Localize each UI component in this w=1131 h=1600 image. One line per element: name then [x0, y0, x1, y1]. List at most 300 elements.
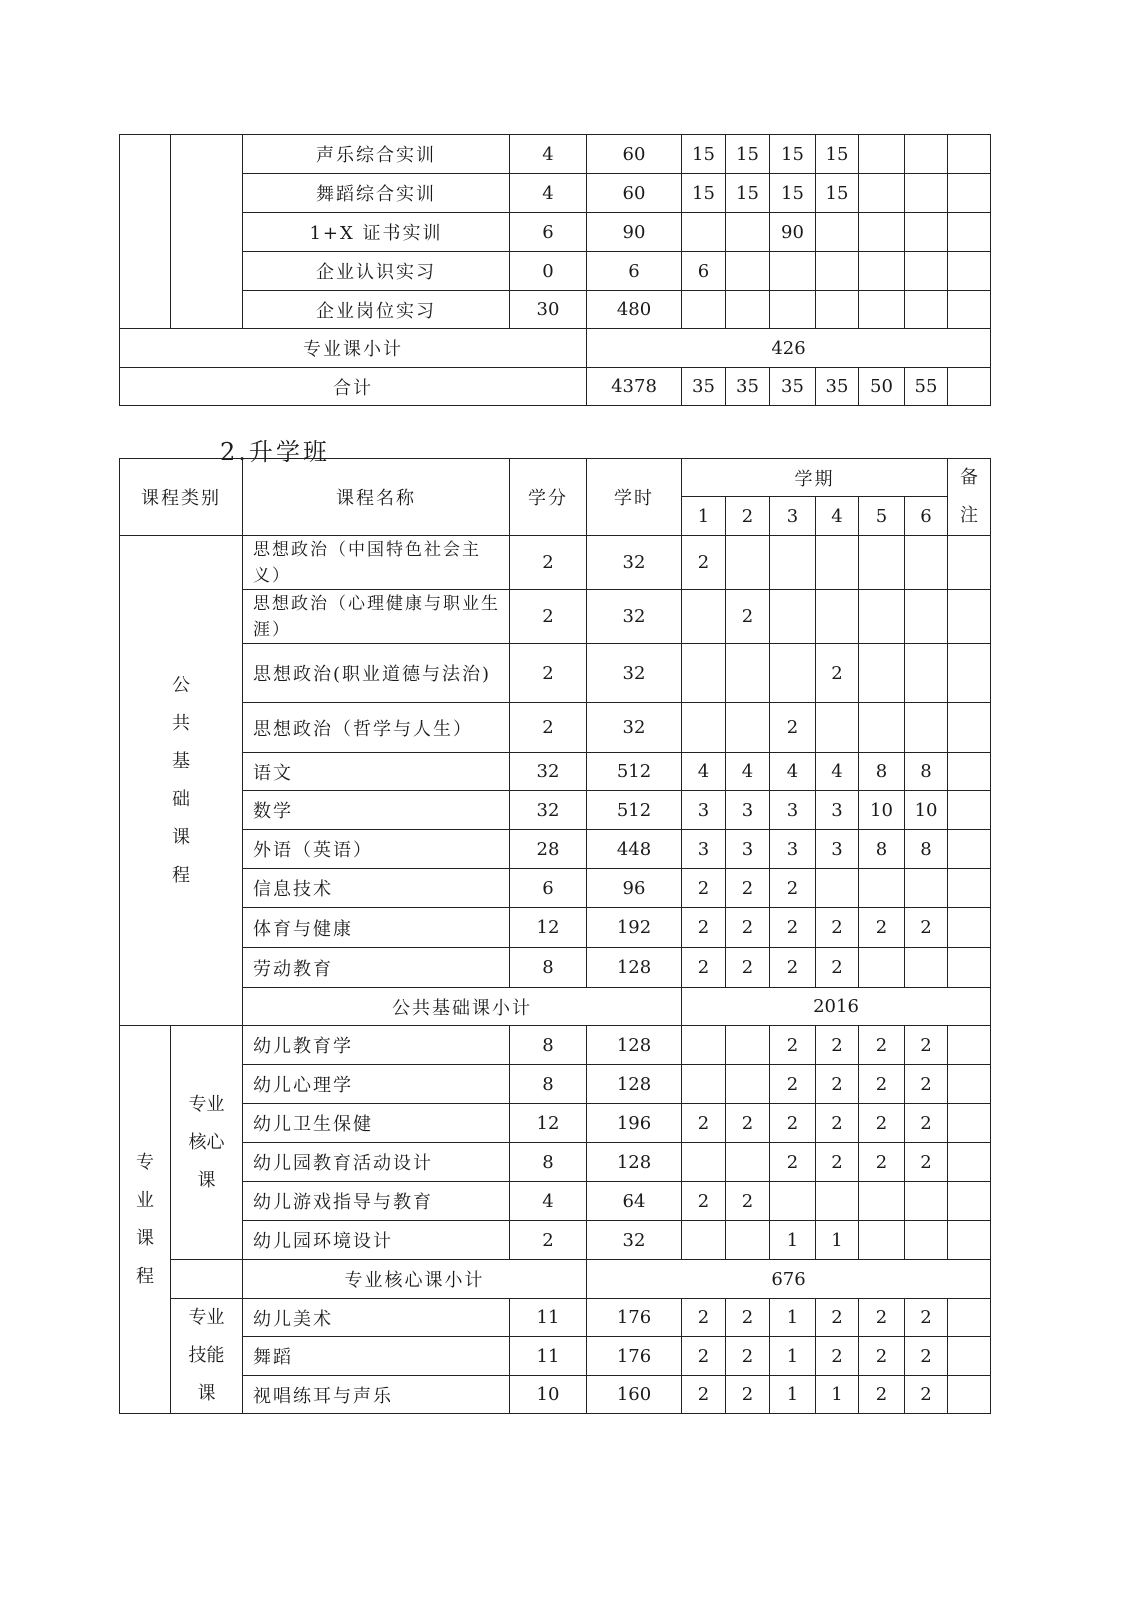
term-cell: [682, 1065, 726, 1104]
course-name: 企业认识实习: [243, 252, 510, 291]
term-cell: [682, 644, 726, 703]
term-cell: [770, 536, 816, 590]
term-number: 1: [682, 497, 726, 536]
subtotal-label: 公共基础课小计: [243, 988, 682, 1026]
term-cell: 3: [682, 791, 726, 830]
term-cell: [770, 590, 816, 644]
course-name: 语文: [243, 753, 510, 791]
term-cell: 15: [726, 135, 770, 174]
term-cell: 2: [682, 1299, 726, 1337]
course-name: 幼儿美术: [243, 1299, 510, 1337]
term-cell: [816, 1182, 859, 1221]
term-cell: 2: [859, 908, 905, 948]
subcategory-text: 课: [197, 1383, 216, 1404]
course-name: 信息技术: [243, 869, 510, 908]
term-cell: [682, 1143, 726, 1182]
remark-cell: [948, 1026, 991, 1065]
term-cell: [905, 948, 948, 988]
table-row: [120, 1026, 991, 1065]
term-cell: 2: [816, 1143, 859, 1182]
credit-cell: 8: [510, 1065, 587, 1104]
category-char: 程: [136, 1265, 154, 1287]
total-hours: 4378: [587, 368, 682, 406]
remark-cell: [948, 1337, 991, 1376]
term-cell: 2: [726, 590, 770, 644]
term-cell: 10: [859, 791, 905, 830]
subcategory-skill: [171, 1299, 243, 1414]
hours-cell: 128: [587, 1026, 682, 1065]
term-cell: 2: [816, 908, 859, 948]
remark-cell: [948, 703, 991, 753]
term-cell: [770, 644, 816, 703]
term-cell: 3: [726, 791, 770, 830]
course-name: 体育与健康: [243, 908, 510, 948]
term-cell: [905, 644, 948, 703]
term-cell: [726, 536, 770, 590]
term-cell: [816, 291, 859, 329]
term-cell: 1: [770, 1376, 816, 1414]
hours-cell: 176: [587, 1299, 682, 1337]
term-number: 3: [770, 497, 816, 536]
term-cell: 4: [726, 753, 770, 791]
total-term-cell: 35: [816, 368, 859, 406]
hours-cell: 448: [587, 830, 682, 869]
term-cell: [905, 590, 948, 644]
term-cell: 2: [726, 1337, 770, 1376]
hours-cell: 32: [587, 590, 682, 644]
term-cell: 2: [682, 1337, 726, 1376]
subtotal-value: 676: [587, 1260, 991, 1299]
term-cell: [905, 174, 948, 213]
category-char: 础: [172, 788, 190, 810]
term-cell: [726, 1221, 770, 1260]
term-cell: 2: [726, 1299, 770, 1337]
term-cell: 2: [682, 1104, 726, 1143]
term-cell: [726, 213, 770, 252]
term-cell: 6: [682, 252, 726, 291]
term-cell: 2: [816, 1299, 859, 1337]
hours-cell: 90: [587, 213, 682, 252]
term-cell: 2: [905, 1104, 948, 1143]
term-cell: 3: [770, 791, 816, 830]
remark-cell: [948, 869, 991, 908]
term-cell: 2: [682, 948, 726, 988]
term-cell: 2: [905, 1337, 948, 1376]
course-name: 幼儿游戏指导与教育: [243, 1182, 510, 1221]
term-cell: 2: [859, 1065, 905, 1104]
term-cell: 1: [770, 1221, 816, 1260]
term-cell: 8: [859, 753, 905, 791]
table-row: [120, 644, 991, 703]
term-cell: 2: [859, 1299, 905, 1337]
table-row: [120, 908, 991, 948]
term-cell: 2: [770, 1104, 816, 1143]
term-cell: 2: [905, 908, 948, 948]
term-cell: 4: [770, 753, 816, 791]
credit-cell: 11: [510, 1337, 587, 1376]
term-cell: 2: [726, 908, 770, 948]
term-cell: 2: [816, 644, 859, 703]
hours-cell: 512: [587, 791, 682, 830]
table-row: [120, 1065, 991, 1104]
subtotal-label: 专业课小计: [120, 329, 587, 368]
term-cell: [859, 1221, 905, 1260]
table-row: [120, 536, 991, 590]
hours-cell: 64: [587, 1182, 682, 1221]
subcategory-text: 专业: [188, 1093, 225, 1115]
term-cell: 2: [905, 1065, 948, 1104]
remark-cell: [948, 791, 991, 830]
term-cell: [905, 703, 948, 753]
hours-cell: 128: [587, 948, 682, 988]
table-row: [120, 252, 991, 291]
table-row: [120, 830, 991, 869]
remark-cell: [948, 1143, 991, 1182]
header-remark: [948, 459, 991, 536]
section-title: 2.升学班: [220, 438, 330, 466]
table-row: [120, 1221, 991, 1260]
term-cell: 15: [682, 135, 726, 174]
term-cell: [682, 213, 726, 252]
term-cell: 8: [905, 753, 948, 791]
credit-cell: 4: [510, 1182, 587, 1221]
remark-cell: [948, 536, 991, 590]
term-cell: [726, 1143, 770, 1182]
course-name: 思想政治（哲学与人生）: [243, 703, 510, 753]
category-char: 课: [136, 1227, 154, 1249]
term-cell: 10: [905, 791, 948, 830]
remark-cell: [948, 830, 991, 869]
table-row: [120, 1337, 991, 1376]
course-name: 外语（英语）: [243, 830, 510, 869]
category-char: 共: [172, 712, 190, 734]
curriculum-table: [119, 458, 991, 1414]
header-term: 学期: [682, 459, 948, 497]
term-cell: 2: [859, 1026, 905, 1065]
term-cell: [726, 291, 770, 329]
term-cell: 15: [682, 174, 726, 213]
subcategory-empty: [171, 1260, 243, 1299]
term-cell: 2: [770, 703, 816, 753]
term-cell: [859, 703, 905, 753]
hours-cell: 60: [587, 174, 682, 213]
total-term-cell: 35: [682, 368, 726, 406]
hours-cell: 176: [587, 1337, 682, 1376]
term-cell: 8: [859, 830, 905, 869]
term-number: 4: [816, 497, 859, 536]
course-name: 幼儿园环境设计: [243, 1221, 510, 1260]
term-cell: 2: [726, 1376, 770, 1414]
term-cell: [859, 948, 905, 988]
remark-cell: [948, 1376, 991, 1414]
term-cell: 15: [726, 174, 770, 213]
term-cell: 2: [816, 1065, 859, 1104]
subtotal-label: 专业核心课小计: [243, 1260, 587, 1299]
credit-cell: 12: [510, 1104, 587, 1143]
term-cell: [905, 1182, 948, 1221]
remark-cell: [948, 753, 991, 791]
credit-cell: 12: [510, 908, 587, 948]
term-cell: [905, 135, 948, 174]
term-cell: 2: [859, 1337, 905, 1376]
term-cell: [859, 869, 905, 908]
table-row: [120, 213, 991, 252]
term-cell: [859, 1182, 905, 1221]
subcategory-text: 技能: [188, 1345, 225, 1366]
header-hours: 学时: [587, 459, 682, 536]
hours-cell: 128: [587, 1065, 682, 1104]
course-name: 思想政治(职业道德与法治): [243, 644, 510, 703]
term-cell: [816, 536, 859, 590]
term-cell: [682, 1221, 726, 1260]
term-cell: 2: [726, 1182, 770, 1221]
term-cell: 2: [682, 908, 726, 948]
subcategory-text: 核心: [188, 1131, 225, 1153]
course-name: 幼儿心理学: [243, 1065, 510, 1104]
term-cell: 2: [905, 1376, 948, 1414]
term-cell: 2: [726, 1104, 770, 1143]
term-cell: 2: [816, 1104, 859, 1143]
credit-cell: 32: [510, 753, 587, 791]
term-cell: [682, 291, 726, 329]
term-cell: 4: [682, 753, 726, 791]
hours-cell: 60: [587, 135, 682, 174]
term-cell: [816, 252, 859, 291]
term-cell: 3: [726, 830, 770, 869]
credit-cell: 11: [510, 1299, 587, 1337]
total-term-cell: 35: [770, 368, 816, 406]
hours-cell: 512: [587, 753, 682, 791]
term-cell: 2: [682, 1182, 726, 1221]
term-cell: [859, 291, 905, 329]
term-cell: [682, 703, 726, 753]
remark-cell: [948, 1299, 991, 1337]
table-row: [120, 791, 991, 830]
table-row: [120, 590, 991, 644]
term-cell: 2: [770, 869, 816, 908]
table-row: [120, 948, 991, 988]
course-name: 劳动教育: [243, 948, 510, 988]
term-cell: [859, 252, 905, 291]
credit-cell: 8: [510, 948, 587, 988]
term-cell: 2: [726, 948, 770, 988]
term-cell: 2: [816, 948, 859, 988]
header-category: 课程类别: [120, 459, 243, 536]
term-cell: 2: [905, 1143, 948, 1182]
category-char: 专: [136, 1151, 154, 1173]
term-cell: 90: [770, 213, 816, 252]
term-cell: [726, 1065, 770, 1104]
total-term-cell: 50: [859, 368, 905, 406]
table-row: [120, 1104, 991, 1143]
term-cell: 15: [816, 174, 859, 213]
term-cell: [905, 1221, 948, 1260]
remark-cell: [948, 1182, 991, 1221]
term-cell: [726, 1026, 770, 1065]
hours-cell: 128: [587, 1143, 682, 1182]
credit-cell: 6: [510, 869, 587, 908]
term-cell: 2: [905, 1026, 948, 1065]
course-name: 1+X 证书实训: [243, 213, 510, 252]
term-cell: 1: [816, 1221, 859, 1260]
credit-cell: 8: [510, 1026, 587, 1065]
total-row: [120, 368, 991, 406]
term-cell: 4: [816, 753, 859, 791]
course-name: 幼儿园教育活动设计: [243, 1143, 510, 1182]
remark-char: 注: [960, 505, 979, 526]
subtotal-row: [120, 1260, 991, 1299]
total-term-cell: 35: [726, 368, 770, 406]
term-cell: 1: [816, 1376, 859, 1414]
credit-cell: 2: [510, 536, 587, 590]
remark-cell: [948, 174, 991, 213]
subcategory-core: [171, 1026, 243, 1260]
remark-cell: [948, 948, 991, 988]
term-cell: [905, 536, 948, 590]
term-cell: [859, 174, 905, 213]
term-cell: 8: [905, 830, 948, 869]
header-course: 课程名称: [243, 459, 510, 536]
term-cell: 15: [816, 135, 859, 174]
term-cell: 2: [770, 948, 816, 988]
credit-cell: 30: [510, 291, 587, 329]
term-cell: [905, 213, 948, 252]
course-name: 思想政治（心理健康与职业生涯）: [243, 590, 510, 644]
term-cell: 3: [770, 830, 816, 869]
credit-cell: 8: [510, 1143, 587, 1182]
term-cell: 2: [816, 1026, 859, 1065]
subcategory-text: 专业: [188, 1307, 225, 1328]
term-cell: 3: [682, 830, 726, 869]
remark-cell: [948, 135, 991, 174]
term-cell: 2: [770, 1065, 816, 1104]
term-number: 2: [726, 497, 770, 536]
term-cell: [726, 703, 770, 753]
course-name: 幼儿卫生保健: [243, 1104, 510, 1143]
course-name: 数学: [243, 791, 510, 830]
term-cell: [816, 590, 859, 644]
term-cell: [816, 213, 859, 252]
subcategory-text: 课: [197, 1169, 216, 1191]
term-cell: 2: [770, 908, 816, 948]
credit-cell: 2: [510, 590, 587, 644]
category-public: [120, 536, 243, 1026]
table-row: [120, 1299, 991, 1337]
category-char: 基: [172, 750, 190, 772]
table-row: [120, 174, 991, 213]
total-label: 合计: [120, 368, 587, 406]
table-row: [120, 1182, 991, 1221]
term-cell: [770, 291, 816, 329]
category-professional: [120, 1026, 171, 1414]
remark-cell: [948, 291, 991, 329]
remark-cell: [948, 252, 991, 291]
category-cell: [120, 135, 171, 329]
hours-cell: 96: [587, 869, 682, 908]
hours-cell: 32: [587, 703, 682, 753]
term-cell: [682, 590, 726, 644]
hours-cell: 32: [587, 1221, 682, 1260]
credit-cell: 10: [510, 1376, 587, 1414]
term-cell: [859, 590, 905, 644]
term-cell: 15: [770, 135, 816, 174]
credit-cell: 4: [510, 174, 587, 213]
term-cell: 2: [770, 1143, 816, 1182]
hours-cell: 32: [587, 644, 682, 703]
hours-cell: 480: [587, 291, 682, 329]
term-cell: 15: [770, 174, 816, 213]
credit-cell: 4: [510, 135, 587, 174]
term-cell: 2: [726, 869, 770, 908]
term-cell: [905, 291, 948, 329]
credit-cell: 28: [510, 830, 587, 869]
table-row: [120, 753, 991, 791]
category-char: 业: [136, 1189, 154, 1211]
course-name: 视唱练耳与声乐: [243, 1376, 510, 1414]
hours-cell: 6: [587, 252, 682, 291]
credit-cell: 2: [510, 644, 587, 703]
table-row: [120, 1376, 991, 1414]
subtotal-row: [120, 329, 991, 368]
remark-cell: [948, 1221, 991, 1260]
term-cell: [905, 252, 948, 291]
subtotal-value: 426: [587, 329, 991, 368]
credit-cell: 2: [510, 703, 587, 753]
category-char: 公: [172, 674, 190, 696]
term-cell: [816, 869, 859, 908]
term-cell: [726, 644, 770, 703]
term-cell: 2: [770, 1026, 816, 1065]
category-char: 程: [172, 864, 190, 886]
table-row: [120, 291, 991, 329]
credit-cell: 32: [510, 791, 587, 830]
course-name: 声乐综合实训: [243, 135, 510, 174]
term-cell: 2: [682, 536, 726, 590]
hours-cell: 32: [587, 536, 682, 590]
term-cell: 2: [859, 1376, 905, 1414]
remark-cell: [948, 213, 991, 252]
term-cell: [859, 644, 905, 703]
term-cell: [859, 135, 905, 174]
term-number: 6: [905, 497, 948, 536]
hours-cell: 196: [587, 1104, 682, 1143]
header-credit: 学分: [510, 459, 587, 536]
hours-cell: 160: [587, 1376, 682, 1414]
term-cell: [816, 703, 859, 753]
course-name: 舞蹈: [243, 1337, 510, 1376]
subtotal-value: 2016: [682, 988, 991, 1026]
term-cell: 2: [816, 1337, 859, 1376]
term-cell: [905, 869, 948, 908]
course-name: 思想政治（中国特色社会主义）: [243, 536, 510, 590]
term-cell: 3: [816, 830, 859, 869]
table-row: [120, 135, 991, 174]
remark-cell: [948, 590, 991, 644]
term-cell: [770, 252, 816, 291]
category-char: 课: [172, 826, 190, 848]
hours-cell: 192: [587, 908, 682, 948]
remark-cell: [948, 908, 991, 948]
course-name: 幼儿教育学: [243, 1026, 510, 1065]
remark-cell: [948, 1065, 991, 1104]
credit-cell: 2: [510, 1221, 587, 1260]
term-cell: 1: [770, 1337, 816, 1376]
term-cell: 2: [682, 869, 726, 908]
table-row: [120, 703, 991, 753]
remark-cell: [948, 1104, 991, 1143]
term-cell: 1: [770, 1299, 816, 1337]
course-name: 舞蹈综合实训: [243, 174, 510, 213]
